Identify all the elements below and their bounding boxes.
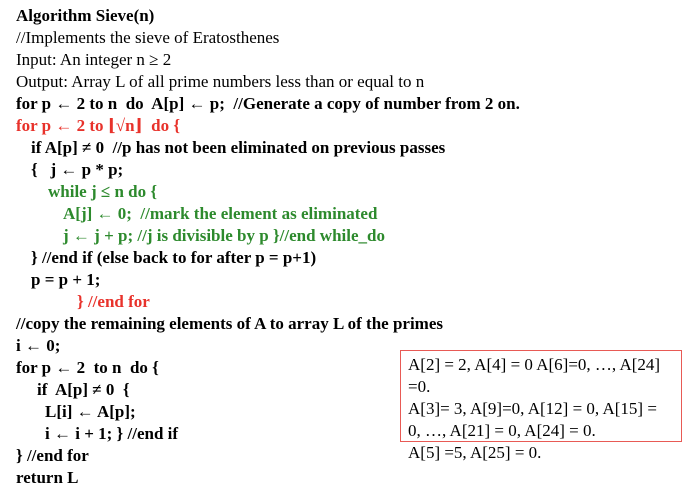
comment-line: //Implements the sieve of Eratosthenes <box>16 28 280 47</box>
code-line-while-body: j ← j + p; //j is divisible by p }//end while_do <box>63 226 385 245</box>
input-line: Input: An integer n ≥ 2 <box>16 50 172 69</box>
code-line-while: while j ≤ n do { <box>48 182 158 201</box>
output-line: Output: Array L of all prime numbers less than or equal to n <box>16 72 425 91</box>
code-line: { j ← p * p; <box>31 160 124 179</box>
code-line: return L <box>16 468 79 487</box>
code-line: i ← i + 1; } //end if <box>45 424 179 443</box>
annotation-line: A[3]= 3, A[9]=0, A[12] = 0, A[15] = <box>408 399 657 418</box>
code-line: for p ← 2 to n do A[p] ← p; //Generate a copy of number from 2 on. <box>16 94 520 113</box>
annotation-line: 0, …, A[21] = 0, A[24] = 0. <box>408 421 596 440</box>
code-line: p = p + 1; <box>31 270 101 289</box>
code-line: //copy the remaining elements of A to array L of the primes <box>16 314 443 333</box>
code-line: for p ← 2 to n do { <box>16 358 159 377</box>
code-line-while-body: A[j] ← 0; //mark the element as eliminated <box>63 204 378 223</box>
code-line-end-for: } //end for <box>77 292 150 311</box>
code-line: } //end if (else back to for after p = p+1) <box>31 248 317 267</box>
code-line: i ← 0; <box>16 336 61 355</box>
annotation-line: A[2] = 2, A[4] = 0 A[6]=0, …, A[24] <box>408 355 661 374</box>
algorithm-title: Algorithm Sieve(n) <box>16 6 155 25</box>
code-line: if A[p] ≠ 0 //p has not been eliminated on previous passes <box>31 138 446 157</box>
annotation-line: =0. <box>408 377 431 396</box>
code-line-outer-for: for p ← 2 to ⌊√n⌋ do { <box>16 116 181 135</box>
annotation-line: A[5] =5, A[25] = 0. <box>408 443 542 462</box>
code-line: L[i] ← A[p]; <box>45 402 136 421</box>
code-line: if A[p] ≠ 0 { <box>37 380 130 399</box>
code-line: } //end for <box>16 446 89 465</box>
